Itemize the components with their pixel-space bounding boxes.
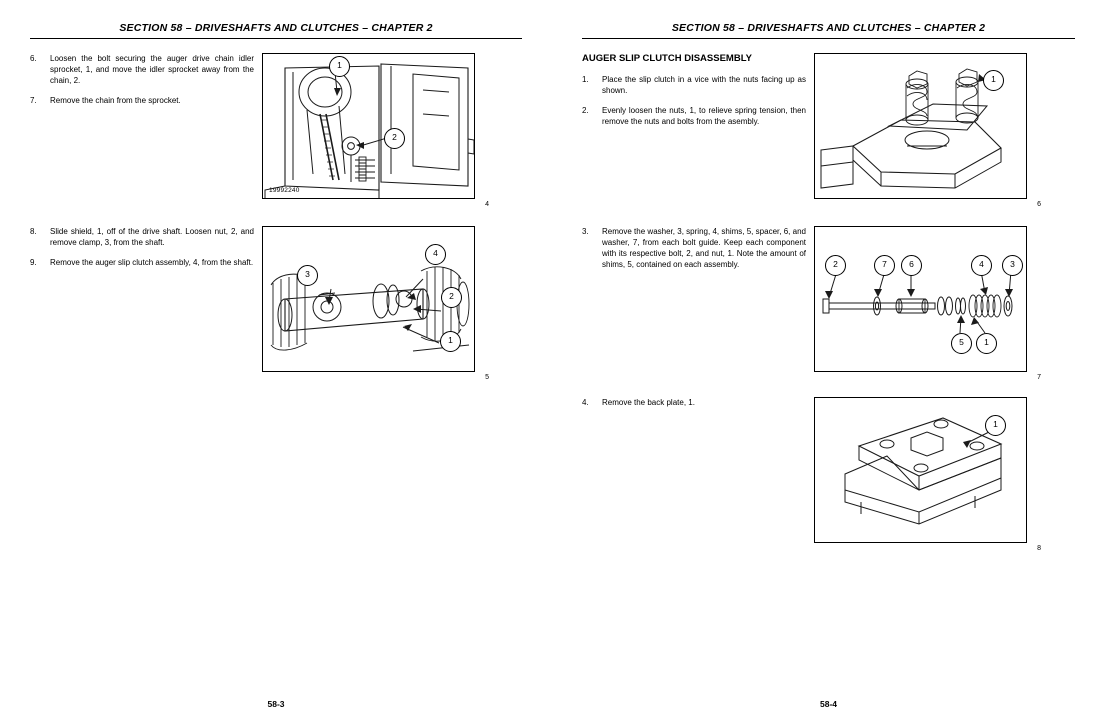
step-text: Remove the back plate, 1.	[602, 398, 695, 407]
step-text: Place the slip clutch in a vice with the nuts facing up as shown.	[602, 75, 806, 96]
content-block-right-1	[582, 53, 1075, 208]
step-number: 9.	[30, 258, 37, 268]
callout-marker: 1	[983, 70, 1004, 91]
instruction-list-right-2	[582, 226, 814, 279]
content-block-left-2	[30, 226, 522, 381]
step-text: Loosen the bolt securing the auger drive chain idler sprocket, 1, and move the idler sprocket away from the chain, 2.	[50, 54, 254, 86]
callout-marker: 6	[901, 255, 922, 276]
list-item	[582, 105, 806, 127]
list-item	[582, 226, 806, 270]
figure-caption: 5	[485, 374, 489, 381]
instruction-list-left-1	[30, 53, 262, 115]
figure-5	[262, 226, 475, 372]
list-item	[30, 257, 254, 268]
callout-marker: 2	[441, 287, 462, 308]
page-header-right: SECTION 58 – DRIVESHAFTS AND CLUTCHES – CHAPTER 2	[582, 22, 1075, 39]
callout-marker: 1	[440, 331, 461, 352]
step-number: 8.	[30, 227, 37, 236]
step-number: 3.	[582, 227, 589, 236]
figure-caption: 8	[1037, 545, 1041, 552]
figure-col-right-1	[814, 53, 1042, 208]
step-text: Slide shield, 1, off of the drive shaft. Loosen nut, 2, and remove clamp, 3, from the shaft.	[50, 227, 254, 248]
page-footer-right: 58-4	[819, 699, 837, 709]
callout-marker: 3	[1002, 255, 1023, 276]
figure-6	[814, 53, 1027, 199]
content-block-right-2	[582, 226, 1075, 381]
content-block-left-1	[30, 53, 522, 208]
figure-col-right-2	[814, 226, 1042, 381]
figure-7	[814, 226, 1027, 372]
step-number: 2.	[582, 106, 589, 116]
step-number: 6.	[30, 54, 37, 63]
figure-4	[262, 53, 475, 199]
section-title: AUGER SLIP CLUTCH DISASSEMBLY	[582, 53, 752, 64]
page-header-left: SECTION 58 – DRIVESHAFTS AND CLUTCHES – CHAPTER 2	[30, 22, 522, 39]
callout-marker: 2	[825, 255, 846, 276]
figure-caption: 7	[1037, 374, 1041, 381]
figure-7-illustration	[815, 227, 1027, 372]
step-text: Evenly loosen the nuts, 1, to relieve spring tension, then remove the nuts and bolts from the asembly.	[602, 106, 806, 127]
figure-code: 19992240	[269, 187, 300, 194]
figure-col-right-3	[814, 397, 1042, 552]
step-number: 4.	[582, 398, 589, 407]
instruction-list-right-3	[582, 397, 814, 417]
figure-8	[814, 397, 1027, 543]
callout-marker: 2	[384, 128, 405, 149]
figure-col-left-1	[262, 53, 490, 208]
callout-marker: 5	[951, 333, 972, 354]
callout-marker: 1	[329, 56, 350, 77]
step-number: 7.	[30, 96, 37, 106]
left-page	[0, 0, 552, 725]
step-text: Remove the auger slip clutch assembly, 4, from the shaft.	[50, 258, 254, 268]
figure-caption: 4	[485, 201, 489, 208]
callout-marker: 1	[985, 415, 1006, 436]
callout-marker: 3	[297, 265, 318, 286]
list-item	[30, 226, 254, 248]
callout-marker: 4	[425, 244, 446, 265]
list-item	[30, 53, 254, 86]
content-block-right-3	[582, 397, 1075, 552]
instruction-list-right-1	[582, 53, 814, 136]
figure-4-illustration	[263, 54, 475, 199]
step-text: Remove the washer, 3, spring, 4, shims, 5, spacer, 6, and washer, 7, from each bolt guide. Keep each component with its respective bolt, 2, and nut, 1. Note the amount of shims, 5, contained on each assembly.	[602, 227, 806, 270]
list-item	[582, 397, 806, 408]
list-item	[30, 95, 254, 106]
callout-marker: 4	[971, 255, 992, 276]
callout-marker: 1	[976, 333, 997, 354]
right-page	[552, 0, 1105, 725]
instruction-list-left-2	[30, 226, 262, 277]
figure-caption: 6	[1037, 201, 1041, 208]
step-text: Remove the chain from the sprocket.	[50, 96, 181, 106]
figure-col-left-2	[262, 226, 490, 381]
callout-marker: 7	[874, 255, 895, 276]
step-number: 1.	[582, 75, 589, 84]
list-item	[582, 74, 806, 96]
page-footer-left: 58-3	[267, 699, 285, 709]
